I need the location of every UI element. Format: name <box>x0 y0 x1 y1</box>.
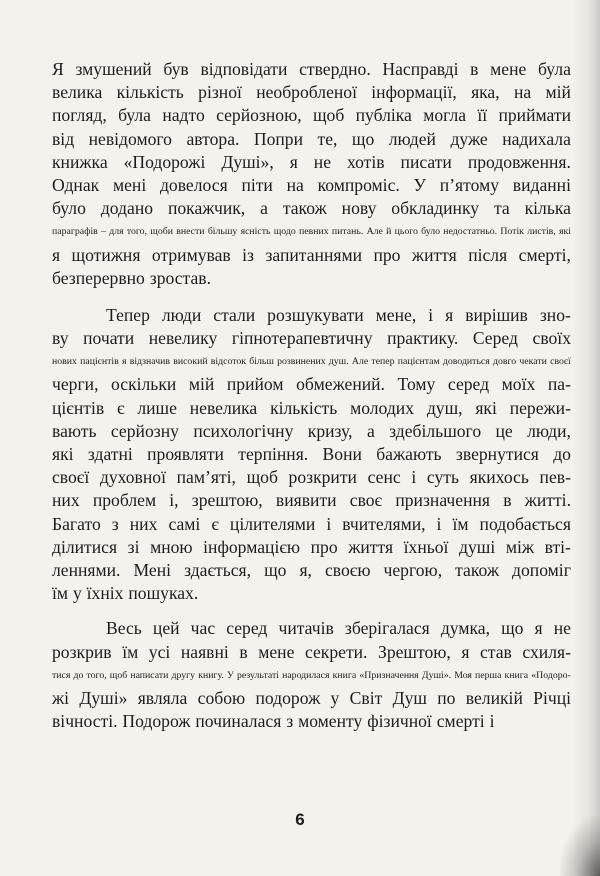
text-line: ву почати невелику гіпнотерапевтичну практику. Серед своїх <box>52 328 571 349</box>
text-line: книжка «Подорожі Душі», я не хотів писати продовження. <box>52 151 571 172</box>
page-corner-shadow <box>560 816 600 876</box>
text-line: які здатні проявляти терпіння. Вони бажають звернутися до <box>52 444 571 464</box>
text-line: вають серйозну психологічну кризу, а здебільшого це люди, <box>52 420 571 441</box>
paragraph <box>52 304 571 605</box>
text-line: я щотижня отримував із запитаннями про життя після смерті, <box>52 244 571 265</box>
text-line: велика кількість різної необробленої інформації, яка, на мій <box>52 82 571 103</box>
text-line: Тепер люди стали розшукувати мене, і я вирішив зно- <box>106 304 571 325</box>
text-line: ділитися зі мною інформацією про життя їхньої душі між вті- <box>52 536 571 557</box>
text-line: нових пацієнтів я відзначив високий відсоток більш розвинених душ. Але тепер пацієнтам доводиться довго чекати своєї <box>52 356 571 368</box>
text-line: їм у їхніх пошуках. <box>52 583 199 604</box>
text-line: них проблем і, зрештою, виявити своє призначення в житті. <box>52 490 571 511</box>
body-text <box>52 58 571 733</box>
text-line: Я змушений був відповідати ствердно. Насправді в мене була <box>52 59 571 79</box>
text-line: розкрив їм усі наявні в мене секрети. Зрештою, я став схиля- <box>52 641 571 662</box>
page-edge-shadow <box>572 0 600 876</box>
text-line: жі Душі» являла собою подорож у Світ Душ по великій Річці <box>52 687 571 708</box>
text-line: Весь цей час серед читачів зберігалася думка, що я не <box>106 618 571 639</box>
text-line: безперервно зростав. <box>52 267 211 288</box>
paragraph <box>52 58 571 290</box>
text-line: цієнтів є лише невелика кількість молодих душ, які пережи- <box>52 397 571 418</box>
text-line: тися до того, щоб написати другу книгу. У результаті народилася книга «Призначення Душі». Моя перша книга «Подоро- <box>52 669 571 681</box>
text-line: від невідомого автора. Попри те, що людей дуже надихала <box>52 128 571 149</box>
text-line: черги, оскільки мій прийом обмежений. Тому серед моїх па- <box>52 374 571 395</box>
text-line: було додано покажчик, а також нову обкладинку та кілька <box>52 198 571 219</box>
text-line: Багато з них самі є цілителями і вчителями, і їм подобається <box>52 513 571 534</box>
text-line: вічності. Подорож починалася з моменту фізичної смерті і <box>52 711 495 732</box>
text-line: погляд, була надто серйозною, щоб публіка могла її приймати <box>52 105 571 126</box>
paragraph-gap <box>52 605 571 617</box>
paragraph-gap <box>52 290 571 304</box>
paragraph <box>52 617 571 733</box>
text-line: параграфів – для того, щоби внести більшу ясність щодо певних питань. Але й цього було недостатньо. Потік листів, які <box>52 226 571 238</box>
page-number: 6 <box>295 810 305 829</box>
text-line: своєї духовної пам’яті, щоб розкрити сенс і суть якихось пев- <box>52 467 571 488</box>
text-line: леннями. Мені здається, що я, своєю чергою, також допоміг <box>52 559 571 580</box>
text-line: Однак мені довелося піти на компроміс. У п’ятому виданні <box>52 174 571 195</box>
